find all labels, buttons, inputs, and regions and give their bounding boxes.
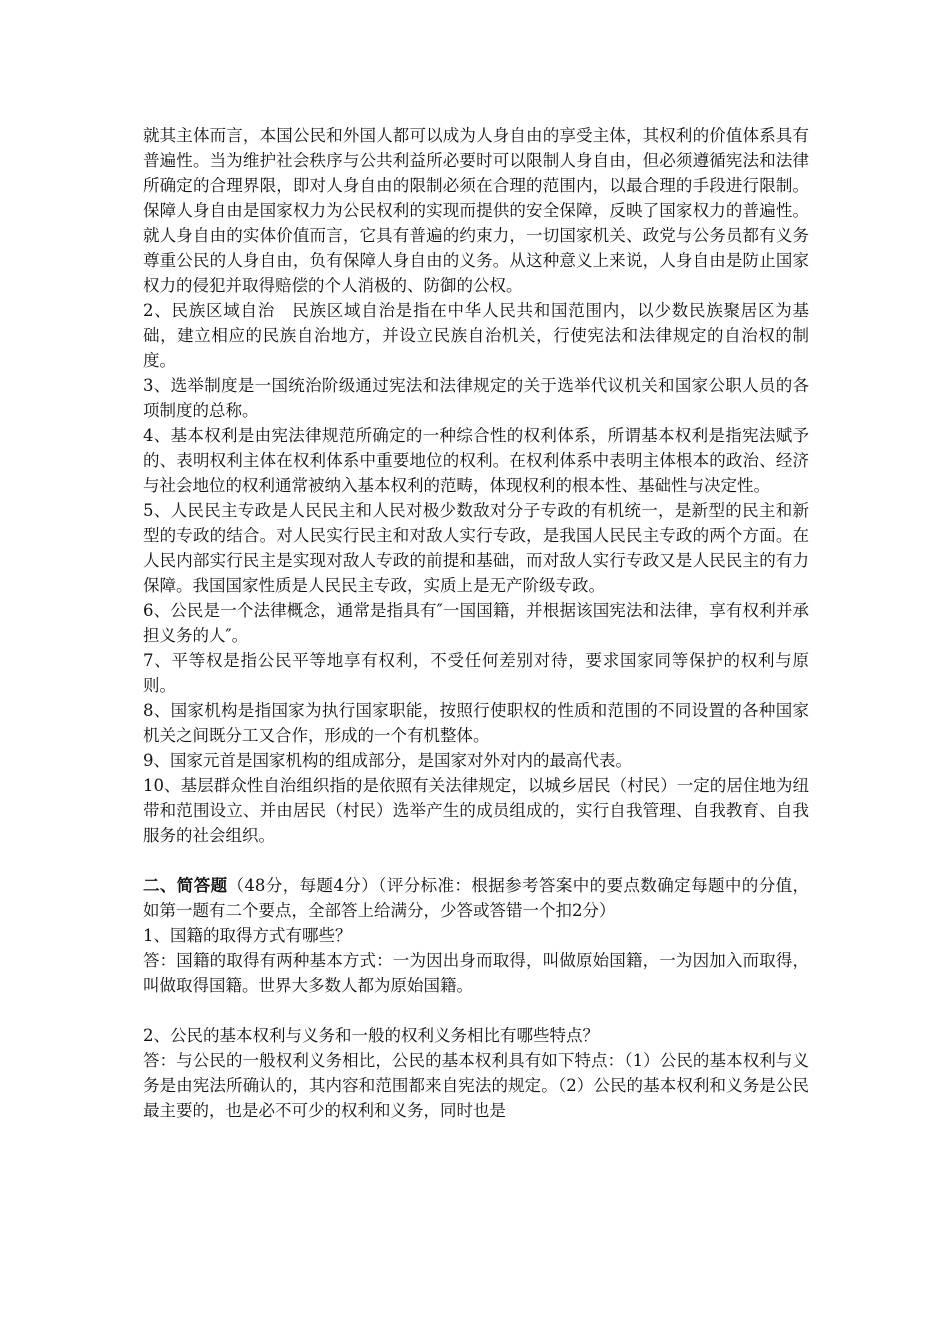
question-1: 1、国籍的取得方式有哪些？ — [143, 926, 352, 945]
question-2: 2、公民的基本权利与义务和一般的权利义务相比有哪些特点？ — [143, 1026, 599, 1045]
paragraph-basic-rights: 4、基本权利是由宪法律规范所确定的一种综合性的权利体系，所谓基本权利是指宪法赋予的、表明权利主体在权利体系中重要地位的权利。在权利体系中表明主体根本的政治、经济与社会地位的权利通常被纳入基本权利的范畴，体现权利的根本性、基础性与决定性。 — [143, 426, 809, 495]
paragraph-peoples-democratic-dictatorship: 5、人民民主专政是人民民主和人民对极少数敌对分子专政的有机统一，是新型的民主和新型的专政的结合。对人民实行民主和对敌人实行专政，是我国人民民主专政的两个方面。在人民内部实行民主是实现对敌人专政的前提和基础，而对敌人实行专政又是人民民主的有力保障。我国国家性质是人民民主专政，实质上是无产阶级专政。 — [143, 501, 809, 595]
document-page — [143, 123, 809, 1123]
answer-1: 答：国籍的取得有两种基本方式：一为因出身而取得，叫做原始国籍，一为因加入而取得，叫做取得国籍。世界大多数人都为原始国籍。 — [143, 951, 809, 995]
section-heading-short-answer — [143, 873, 809, 923]
paragraph-equality-right: 7、平等权是指公民平等地享有权利，不受任何差别对待，要求国家同等保护的权利与原则。 — [143, 651, 809, 695]
paragraph-election-system: 3、选举制度是一国统治阶级通过宪法和法律规定的关于选举代议机关和国家公职人员的各项制度的总称。 — [143, 376, 809, 420]
paragraph-grassroots-organization: 10、基层群众性自治组织指的是依照有关法律规定，以城乡居民（村民）一定的居住地为纽带和范围设立、并由居民（村民）选举产生的成员组成的，实行自我管理、自我教育、自我服务的社会组织。 — [143, 776, 809, 845]
paragraph-ethnic-autonomy: 2、民族区域自治 民族区域自治是指在中华人民共和国范围内，以少数民族聚居区为基础，建立相应的民族自治地方，并设立民族自治机关，行使宪法和法律规定的自治权的制度。 — [143, 301, 809, 370]
blank-line — [143, 848, 809, 873]
paragraph-state-organs: 8、国家机构是指国家为执行国家职能，按照行使职权的性质和范围的不同设置的各种国家机关之间既分工又合作，形成的一个有机整体。 — [143, 701, 809, 745]
section-title: 二、简答题 — [143, 876, 228, 895]
section-scoring-note: （48分，每题4分）（评分标准：根据参考答案中的要点数确定每题中的分值，如第一题有二个要点，全部答上给满分，少答或答错一个扣2分） — [143, 876, 810, 920]
paragraph-personal-freedom: 就其主体而言，本国公民和外国人都可以成为人身自由的享受主体，其权利的价值体系具有普遍性。当为维护社会秩序与公共利益所必要时可以限制人身自由，但必须遵循宪法和法律所确定的合理界限，即对人身自由的限制必须在合理的范围内，以最合理的手段进行限制。保障人身自由是国家权力为公民权利的实现而提供的安全保障，反映了国家权力的普遍性。就人身自由的实体价值而言，它具有普遍的约束力，一切国家机关、政党与公务员都有义务尊重公民的人身自由，负有保障人身自由的义务。从这种意义上来说，人身自由是防止国家权力的侵犯并取得赔偿的个人消极的、防御的公权。 — [143, 126, 809, 295]
answer-2: 答：与公民的一般权利义务相比，公民的基本权利具有如下特点：（1）公民的基本权利与义务是由宪法所确认的，其内容和范围都来自宪法的规定。（2）公民的基本权利和义务是公民最主要的，也是必不可少的权利和义务，同时也是 — [143, 1051, 809, 1120]
paragraph-head-of-state: 9、国家元首是国家机构的组成部分，是国家对外对内的最高代表。 — [143, 751, 632, 770]
blank-line — [143, 998, 809, 1023]
paragraph-citizen: 6、公民是一个法律概念，通常是指具有″一国国籍，并根据该国宪法和法律，享有权利并承担义务的人″。 — [143, 601, 809, 645]
